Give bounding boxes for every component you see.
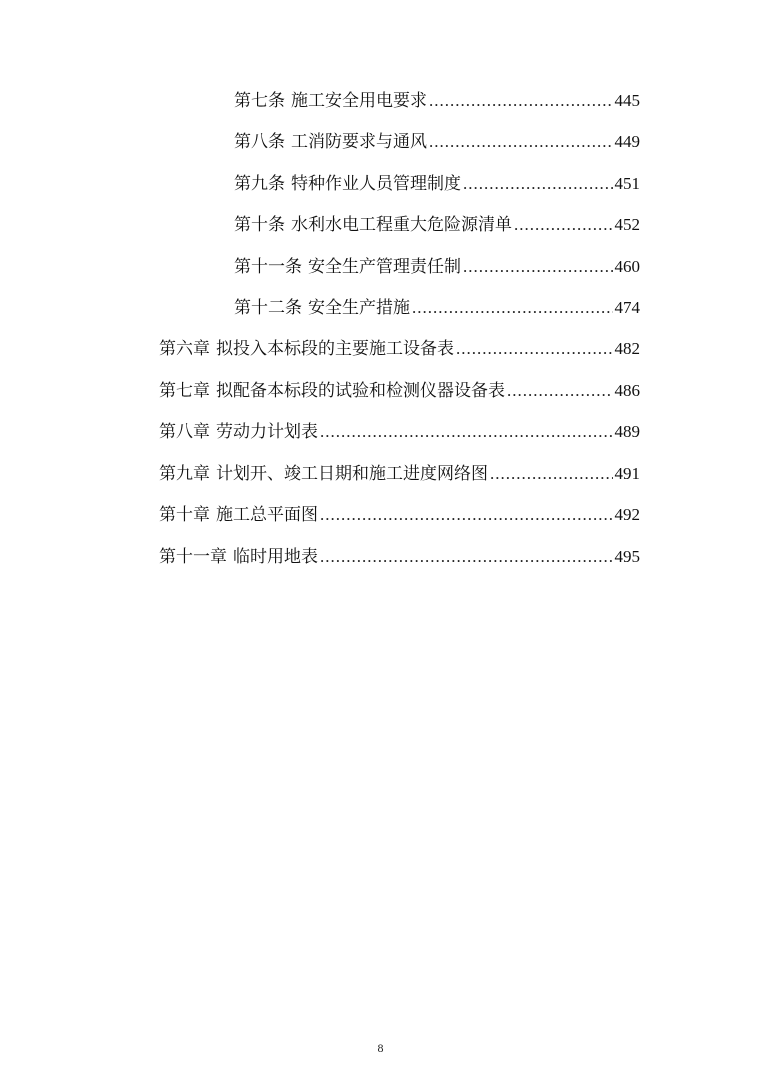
toc-dot-leader bbox=[463, 171, 613, 197]
toc-dot-leader bbox=[514, 212, 613, 238]
toc-page-number: 482 bbox=[614, 339, 640, 358]
toc-dot-leader bbox=[320, 502, 613, 528]
toc-entry-number: 第七章 bbox=[159, 381, 210, 401]
toc-entry-title bbox=[159, 419, 318, 445]
toc-entry-title bbox=[234, 254, 461, 280]
toc-entry-text: 劳动力计划表 bbox=[216, 422, 318, 442]
toc-entry-number: 第十一章 bbox=[159, 547, 227, 567]
toc-entry-number: 第六章 bbox=[159, 339, 210, 359]
toc-entry-text: 临时用地表 bbox=[233, 547, 318, 567]
toc-entry-number: 第九条 bbox=[234, 174, 285, 194]
toc-dot-leader bbox=[429, 88, 613, 114]
toc-dot-leader bbox=[490, 461, 613, 487]
toc-entry-title bbox=[159, 544, 318, 570]
toc-entry-title bbox=[234, 212, 512, 238]
toc-entry[interactable] bbox=[234, 212, 640, 238]
page-footer-number: 8 bbox=[377, 1041, 384, 1055]
toc-entry[interactable] bbox=[159, 378, 640, 404]
toc-page-number: 460 bbox=[614, 257, 640, 276]
toc-entry-title bbox=[234, 88, 427, 114]
toc-entry[interactable] bbox=[234, 295, 640, 321]
toc-entry[interactable] bbox=[159, 544, 640, 570]
toc-entry-number: 第十一条 bbox=[234, 257, 302, 277]
toc-entry-title bbox=[159, 378, 505, 404]
toc-entry-title bbox=[159, 502, 318, 528]
toc-entry-title bbox=[234, 171, 461, 197]
toc-entry[interactable] bbox=[234, 88, 640, 114]
toc-page-number: 489 bbox=[614, 422, 640, 441]
toc-entry-title bbox=[234, 129, 427, 155]
toc-entry-text: 工消防要求与通风 bbox=[291, 132, 427, 152]
toc-entry[interactable] bbox=[159, 461, 640, 487]
toc-dot-leader bbox=[463, 254, 613, 280]
toc-entry[interactable] bbox=[159, 419, 640, 445]
toc-dot-leader bbox=[412, 295, 613, 321]
toc-entry-title bbox=[234, 295, 410, 321]
toc-entry-title bbox=[159, 461, 488, 487]
toc-page-number: 452 bbox=[614, 215, 640, 234]
toc-dot-leader bbox=[320, 419, 613, 445]
toc-entry-text: 施工安全用电要求 bbox=[291, 91, 427, 111]
toc-entry-text: 水利水电工程重大危险源清单 bbox=[291, 215, 512, 235]
toc-dot-leader bbox=[507, 378, 613, 404]
toc-page-number: 492 bbox=[614, 505, 640, 524]
toc-page-number: 445 bbox=[614, 91, 640, 110]
toc-entry-text: 安全生产管理责任制 bbox=[308, 257, 461, 277]
toc-entry-number: 第十章 bbox=[159, 505, 210, 525]
toc-entry[interactable] bbox=[234, 171, 640, 197]
toc-entry[interactable] bbox=[234, 129, 640, 155]
toc-entry-number: 第十二条 bbox=[234, 298, 302, 318]
toc-page-number: 474 bbox=[614, 298, 640, 317]
toc-entry-text: 拟投入本标段的主要施工设备表 bbox=[216, 339, 454, 359]
toc-entry-text: 特种作业人员管理制度 bbox=[291, 174, 461, 194]
toc-entry-title bbox=[159, 336, 454, 362]
toc-dot-leader bbox=[429, 129, 613, 155]
toc-entry-number: 第九章 bbox=[159, 464, 210, 484]
toc-dot-leader bbox=[456, 336, 613, 362]
toc-dot-leader bbox=[320, 544, 613, 570]
toc-page-number: 451 bbox=[614, 174, 640, 193]
toc-page-number: 486 bbox=[614, 381, 640, 400]
toc-entry-text: 安全生产措施 bbox=[308, 298, 410, 318]
toc-entry-number: 第八章 bbox=[159, 422, 210, 442]
toc-entry-text: 施工总平面图 bbox=[216, 505, 318, 525]
toc-entry-text: 计划开、竣工日期和施工进度网络图 bbox=[216, 464, 488, 484]
toc-entry-number: 第七条 bbox=[234, 91, 285, 111]
toc-entry-text: 拟配备本标段的试验和检测仪器设备表 bbox=[216, 381, 505, 401]
toc-page-number: 495 bbox=[614, 547, 640, 566]
toc-entry-number: 第十条 bbox=[234, 215, 285, 235]
toc-entry-number: 第八条 bbox=[234, 132, 285, 152]
toc-entry[interactable] bbox=[159, 336, 640, 362]
toc-page-number: 449 bbox=[614, 132, 640, 151]
toc-entry[interactable] bbox=[159, 502, 640, 528]
toc-entry[interactable] bbox=[234, 254, 640, 280]
toc-page-number: 491 bbox=[614, 464, 640, 483]
